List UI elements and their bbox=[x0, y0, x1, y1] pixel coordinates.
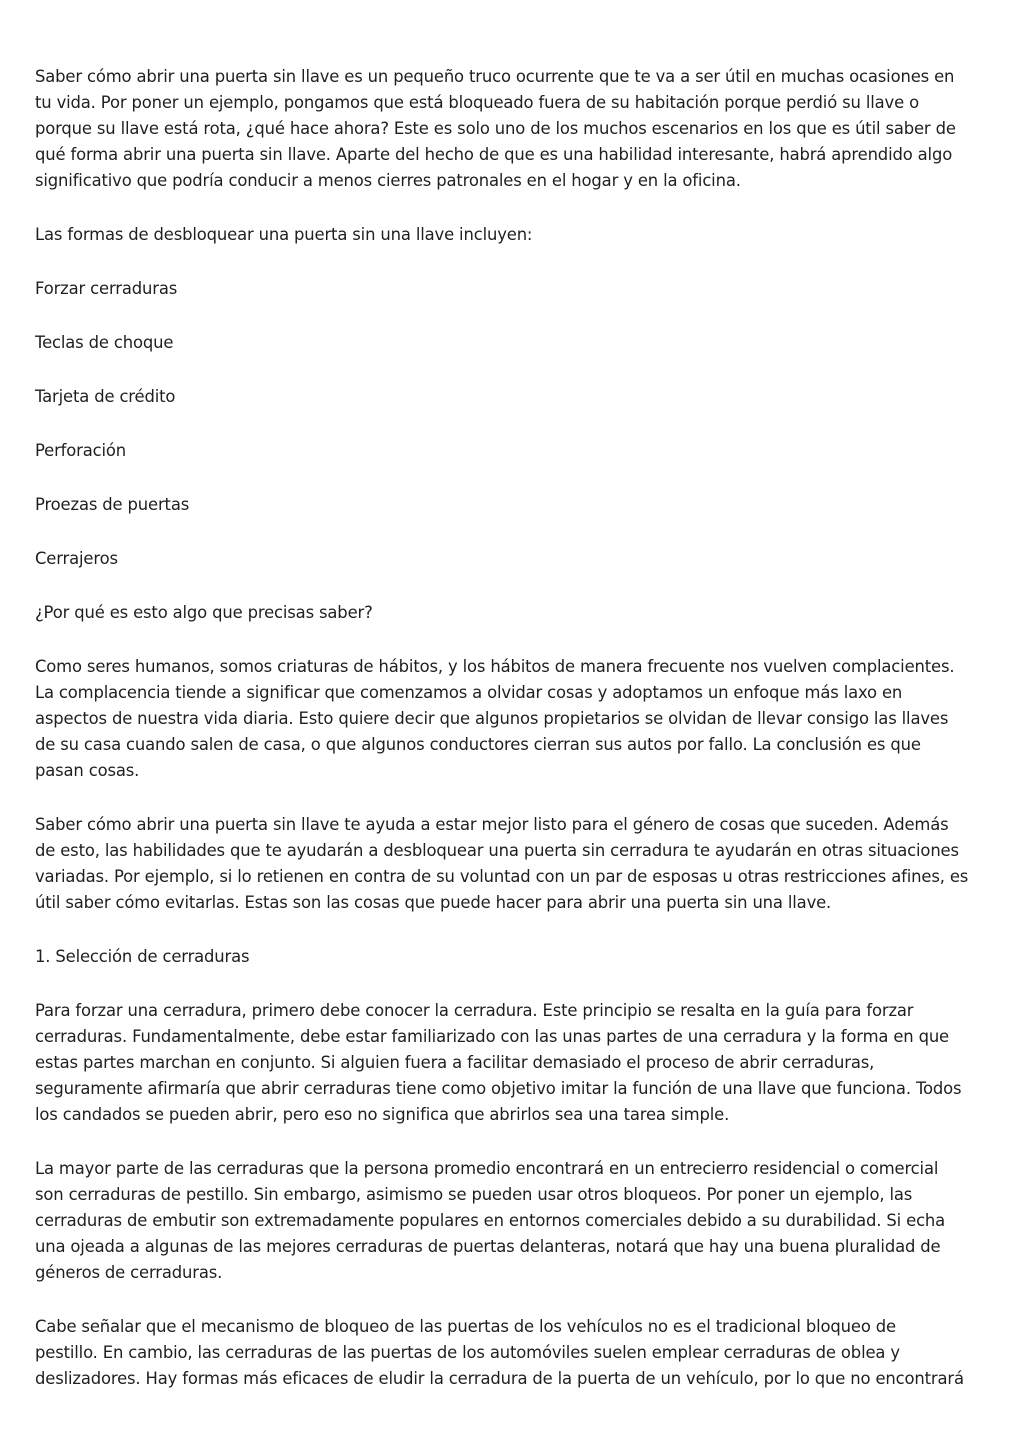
method-item bbox=[35, 384, 995, 410]
text-line: qué forma abrir una puerta sin llave. Aparte del hecho de que es una habilidad interesante, habrá aprendido algo bbox=[35, 145, 953, 164]
text-line: pasan cosas. bbox=[35, 761, 140, 780]
method-item bbox=[35, 276, 995, 302]
text-line: seguramente afirmaría que abrir cerraduras tiene como objetivo imitar la función de una llave que funciona. Todos bbox=[35, 1079, 962, 1098]
intro-paragraph bbox=[35, 64, 995, 194]
text-line: tu vida. Por poner un ejemplo, pongamos que está bloqueado fuera de su habitación porque perdió su llave o bbox=[35, 93, 919, 112]
method-item bbox=[35, 438, 995, 464]
readiness-paragraph bbox=[35, 812, 995, 916]
text-line: deslizadores. Hay formas más eficaces de eludir la cerradura de la puerta de un vehículo, por lo que no encontrará bbox=[35, 1369, 964, 1388]
method-item bbox=[35, 330, 995, 356]
text-line: una ojeada a algunas de las mejores cerraduras de puertas delanteras, notará que hay una buena pluralidad de bbox=[35, 1237, 941, 1256]
text-line: Tarjeta de crédito bbox=[35, 387, 176, 406]
text-line: Las formas de desbloquear una puerta sin una llave incluyen: bbox=[35, 225, 533, 244]
text-line: géneros de cerraduras. bbox=[35, 1263, 223, 1282]
method-item bbox=[35, 546, 995, 572]
vehicle-paragraph bbox=[35, 1314, 995, 1392]
text-line: Cerrajeros bbox=[35, 549, 118, 568]
text-line: Forzar cerraduras bbox=[35, 279, 178, 298]
text-line: Saber cómo abrir una puerta sin llave te ayuda a estar mejor listo para el género de cosas que suceden. Además bbox=[35, 815, 949, 834]
text-line: estas partes marchan en conjunto. Si alguien fuera a facilitar demasiado el proceso de abrir cerraduras, bbox=[35, 1053, 875, 1072]
text-line: La complacencia tiende a significar que comenzamos a olvidar cosas y adoptamos un enfoque más laxo en bbox=[35, 683, 903, 702]
habits-paragraph bbox=[35, 654, 995, 784]
text-line: son cerraduras de pestillo. Sin embargo, asimismo se pueden usar otros bloqueos. Por poner un ejemplo, las bbox=[35, 1185, 913, 1204]
lock-types-paragraph bbox=[35, 1156, 995, 1286]
text-line: ¿Por qué es esto algo que precisas saber? bbox=[35, 603, 373, 622]
text-line: los candados se pueden abrir, pero eso no significa que abrirlos sea una tarea simple. bbox=[35, 1105, 730, 1124]
text-line: cerraduras de embutir son extremadamente populares en entornos comerciales debido a su durabilidad. Si echa bbox=[35, 1211, 946, 1230]
text-line: significativo que podría conducir a menos cierres patronales en el hogar y en la oficina. bbox=[35, 171, 741, 190]
section-heading bbox=[35, 944, 995, 970]
section-question bbox=[35, 600, 995, 626]
text-line: variadas. Por ejemplo, si lo retienen en contra de su voluntad con un par de esposas u otras restricciones afines, es bbox=[35, 867, 969, 886]
document-page bbox=[35, 64, 995, 1420]
text-line: Teclas de choque bbox=[35, 333, 174, 352]
text-line: de su casa cuando salen de casa, o que algunos conductores cierran sus autos por fallo. La conclusión es que bbox=[35, 735, 921, 754]
text-line: útil saber cómo evitarlas. Estas son las cosas que puede hacer para abrir una puerta sin una llave. bbox=[35, 893, 832, 912]
text-line: 1. Selección de cerraduras bbox=[35, 947, 250, 966]
text-line: Cabe señalar que el mecanismo de bloqueo de las puertas de los vehículos no es el tradicional bloqueo de bbox=[35, 1317, 896, 1336]
lockpicking-paragraph bbox=[35, 998, 995, 1128]
text-line: Proezas de puertas bbox=[35, 495, 190, 514]
text-line: aspectos de nuestra vida diaria. Esto quiere decir que algunos propietarios se olvidan de llevar consigo las llaves bbox=[35, 709, 949, 728]
method-item bbox=[35, 492, 995, 518]
text-line: Como seres humanos, somos criaturas de hábitos, y los hábitos de manera frecuente nos vuelven complacientes. bbox=[35, 657, 955, 676]
text-line: La mayor parte de las cerraduras que la persona promedio encontrará en un entrecierro residencial o comercial bbox=[35, 1159, 939, 1178]
text-line: de esto, las habilidades que te ayudarán a desbloquear una puerta sin cerradura te ayudarán en otras situaciones bbox=[35, 841, 959, 860]
text-line: porque su llave está rota, ¿qué hace ahora? Este es solo uno de los muchos escenarios en los que es útil saber de bbox=[35, 119, 956, 138]
text-line: pestillo. En cambio, las cerraduras de las puertas de los automóviles suelen emplear cerraduras de oblea y bbox=[35, 1343, 900, 1362]
text-line: Para forzar una cerradura, primero debe conocer la cerradura. Este principio se resalta en la guía para forzar bbox=[35, 1001, 914, 1020]
methods-intro bbox=[35, 222, 995, 248]
text-line: Perforación bbox=[35, 441, 127, 460]
text-line: cerraduras. Fundamentalmente, debe estar familiarizado con las unas partes de una cerradura y la forma en que bbox=[35, 1027, 949, 1046]
text-line: Saber cómo abrir una puerta sin llave es un pequeño truco ocurrente que te va a ser útil en muchas ocasiones en bbox=[35, 67, 955, 86]
